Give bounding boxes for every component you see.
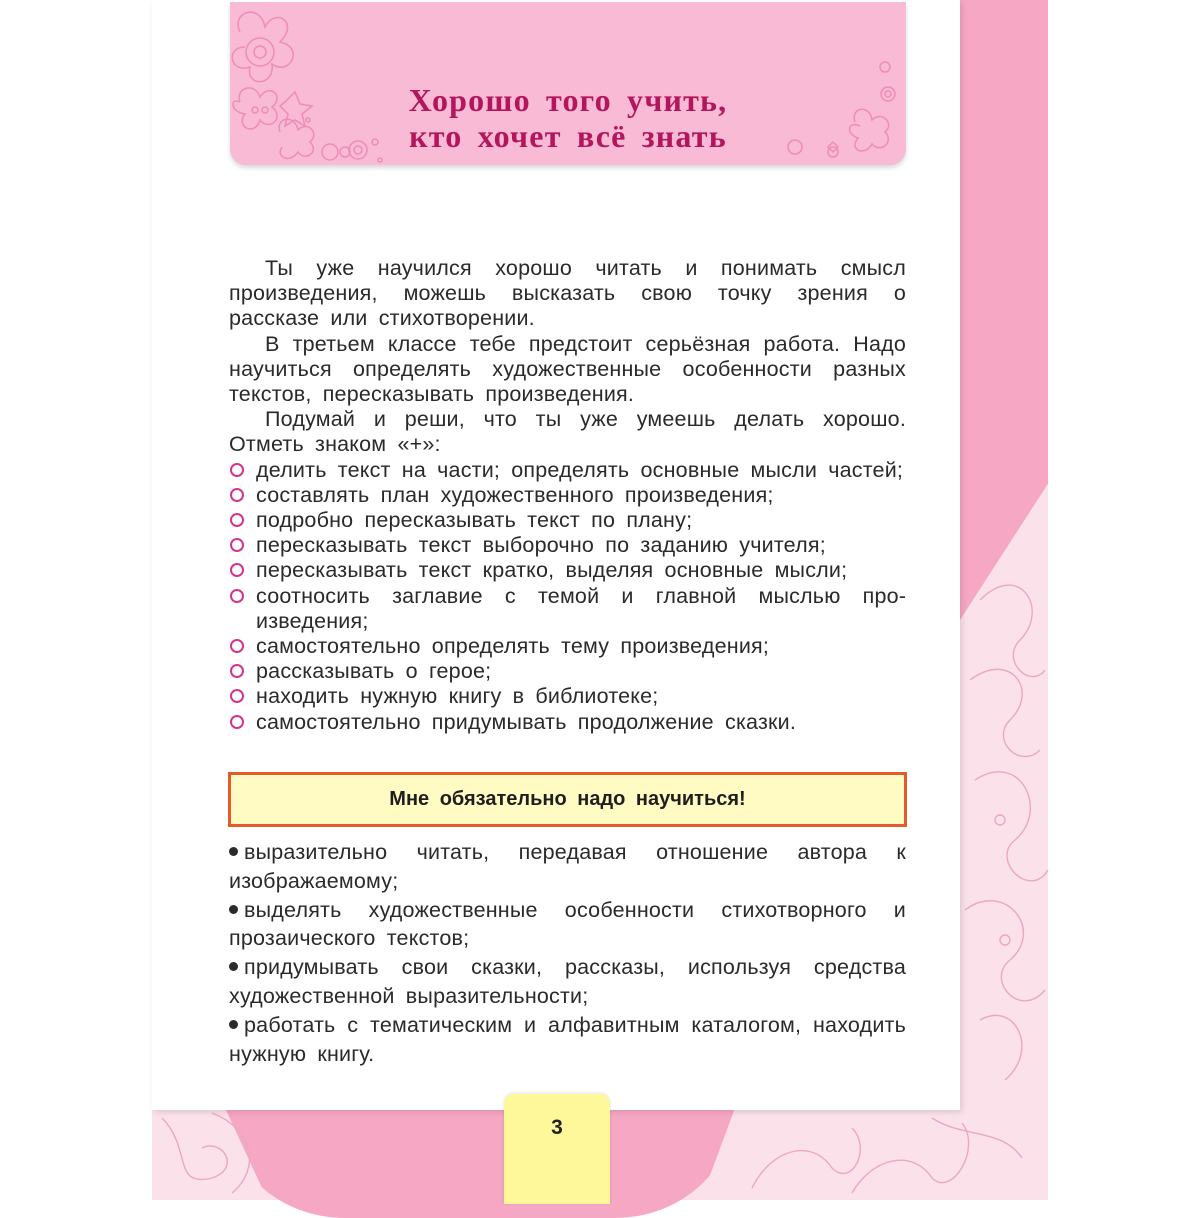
checklist-item <box>229 584 906 634</box>
title-line-2: кто хочет всё знать <box>409 118 727 154</box>
bottom-pink-shape <box>225 1108 735 1218</box>
goal-item-text: придумывать свои сказки, рассказы, используя средства художественной выразительности; <box>229 955 906 1008</box>
checklist-item-text: составлять план художественного произведения; <box>256 482 774 507</box>
bullet-icon <box>229 962 238 971</box>
checkbox-circle-icon[interactable] <box>230 664 244 678</box>
checklist-item <box>229 634 906 659</box>
must-learn-callout <box>228 772 907 827</box>
callout-heading: Мне обязательно надо научиться! <box>389 788 746 810</box>
checklist-item <box>229 533 906 558</box>
bullet-icon <box>229 847 238 856</box>
goal-item <box>229 838 906 896</box>
goal-item <box>229 953 906 1011</box>
checklist-item-text: пересказывать текст кратко, выделяя основные мысли; <box>256 558 848 583</box>
checkbox-circle-icon[interactable] <box>230 488 244 502</box>
goals-list <box>229 838 906 1068</box>
checkbox-circle-icon[interactable] <box>230 689 244 703</box>
page-number-tab <box>504 1094 610 1204</box>
checklist-item <box>229 458 906 483</box>
bullet-icon <box>229 905 238 914</box>
intro-paragraph: В третьем классе тебе предстоит серьёзная работа. Надо научиться определять художественные особенности разных текстов, пересказывать произведения. <box>229 331 906 407</box>
checklist-item-text: соотносить заглавие с темой и главной мыслью произведения; <box>256 583 906 633</box>
checklist-item-text: находить нужную книгу в библиотеке; <box>256 684 659 709</box>
checklist-item-text: подробно пересказывать текст по плану; <box>256 508 693 533</box>
goal-item-text: выделять художественные особенности стихотворного и прозаического текстов; <box>229 897 906 951</box>
checkbox-circle-icon[interactable] <box>230 538 244 552</box>
title-line-1: Хорошо того учить, <box>408 82 728 118</box>
checkbox-circle-icon[interactable] <box>230 715 244 729</box>
checklist-item <box>229 508 906 533</box>
goal-item <box>229 1011 906 1069</box>
bullet-icon <box>229 1020 238 1029</box>
checklist-item-text: рассказывать о герое; <box>256 659 492 684</box>
checkbox-circle-icon[interactable] <box>230 639 244 653</box>
page-number: 3 <box>551 1116 563 1139</box>
checklist-item <box>229 659 906 684</box>
intro-paragraph: Ты уже научился хорошо читать и понимать смысл произведения, можешь высказать свою точку зрения о рассказе или стихотворении. <box>229 256 906 331</box>
header-banner <box>230 2 906 165</box>
checklist-item <box>229 710 906 735</box>
checkbox-circle-icon[interactable] <box>230 513 244 527</box>
goal-item-text: выразительно читать, передавая отношение автора к изображаемому; <box>229 840 906 893</box>
checklist-item-text: делить текст на части; определять основные мысли частей; <box>256 457 904 482</box>
checklist-item <box>229 558 906 583</box>
checklist-item-text: самостоятельно придумывать продолжение сказки. <box>256 709 796 734</box>
checklist-item-text: самостоятельно определять тему произведения; <box>256 634 770 659</box>
checklist-item-text: пересказывать текст выборочно по заданию учителя; <box>256 533 826 558</box>
checkbox-circle-icon[interactable] <box>230 463 244 477</box>
checkbox-circle-icon[interactable] <box>230 563 244 577</box>
goal-item-text: работать с тематическим и алфавитным каталогом, находить нужную книгу. <box>229 1012 906 1066</box>
checklist-item <box>229 483 906 508</box>
checklist-item <box>229 684 906 709</box>
skills-checklist <box>229 458 906 735</box>
intro-paragraph: Подумай и реши, что ты уже умеешь делать хорошо. Отметь знаком «+»: <box>229 407 906 457</box>
intro-section <box>229 256 906 735</box>
checkbox-circle-icon[interactable] <box>230 589 244 603</box>
page-title <box>230 82 906 154</box>
goal-item <box>229 896 906 954</box>
